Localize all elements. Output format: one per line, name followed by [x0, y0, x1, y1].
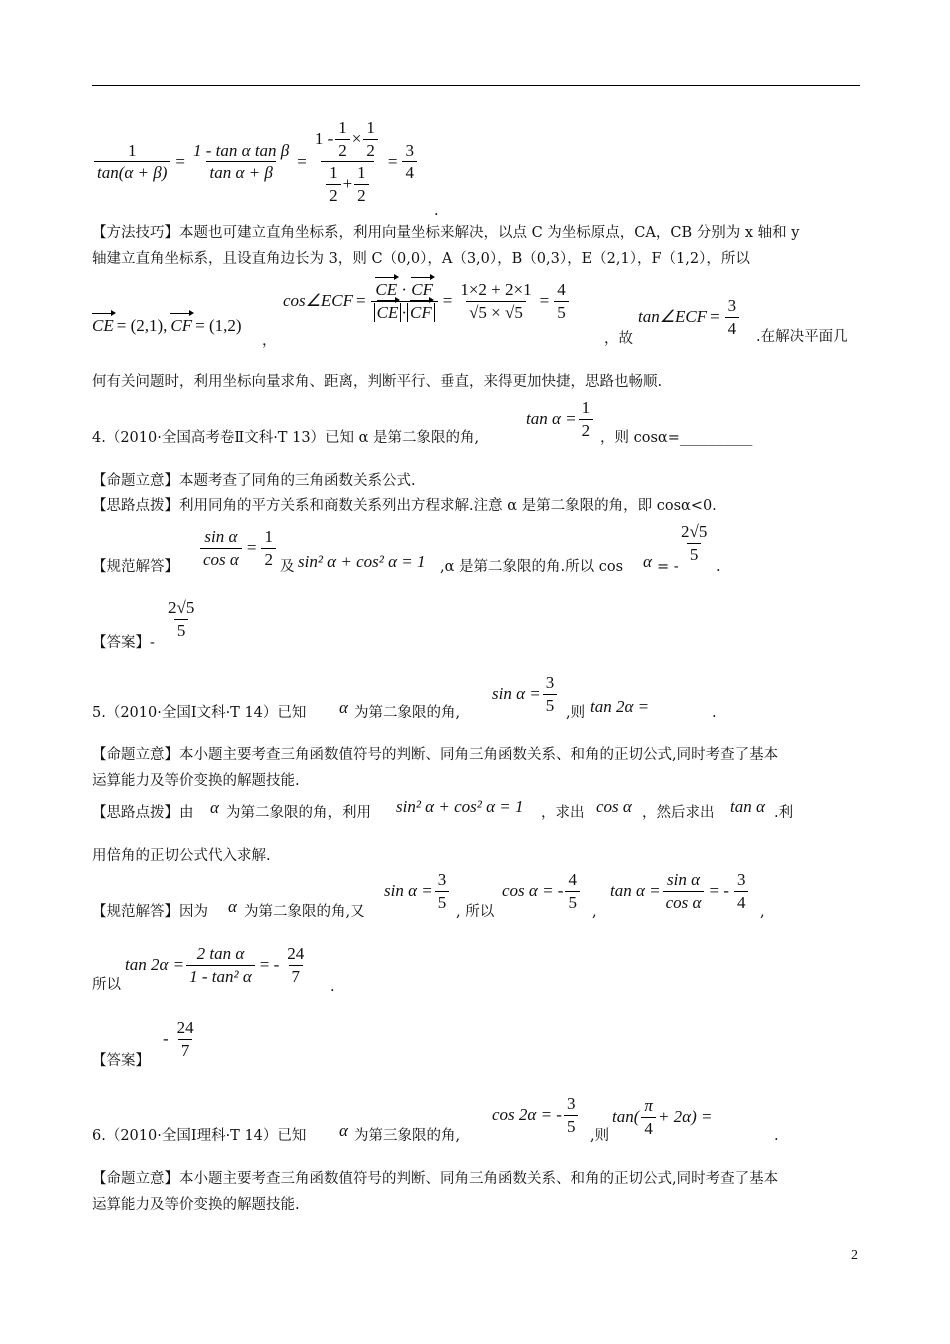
fraction: $\frac{4}{5}$ [565, 870, 580, 912]
q5-hint-b: 为第二象限的角，利用 [226, 805, 371, 821]
fraction: $\frac{CE \cdot CF}{CE \cdot CF}$ [371, 280, 438, 322]
q5-tan2-formula: tan 2α = $\frac{\text{2 tan α}}{\text{1 - tan² α}}$ = - $\frac{24}{7}$ [125, 944, 309, 986]
fraction: $\frac{24}{7}$ [287, 944, 305, 986]
q5-comma: , [592, 904, 597, 920]
q5-end: . [712, 705, 717, 721]
q6-intent-1: 【命题立意】本小题主要考查三角函数值符号的判断、同角三角函数关系、和角的正切公式,同时考查了基本 [92, 1171, 779, 1187]
fraction: 1 - $\frac{1}{2}$ × $\frac{1}{2}$ $\frac{1}{2}$ + $\frac{1}{2}$ [312, 118, 383, 205]
q5-solution-b: 为第二象限的角,又 [244, 904, 365, 920]
fraction: $\frac{\text{sin α}}{\text{cos α}}$ [200, 527, 242, 569]
q5-alpha: α [339, 698, 348, 717]
cos-ecf-formula: cos∠ECF = $\frac{CE \cdot CF}{CE \cdot CF}$ = $\frac{1\times 2 + 2\times 1}{√5 \times √5}$ = $\frac{4}{5}$ [283, 280, 571, 322]
method-line-4: 何有关问题时，利用坐标向量求角、距离，判断平行、垂直，来得更加快捷，思路也畅顺. [92, 374, 663, 390]
q5-sol-sin: sin α = $\frac{3}{5}$ [384, 870, 451, 912]
q4-result-sign: = - [657, 559, 679, 575]
q4-tan-expr: tan α = $\frac{1}{2}$ [526, 398, 595, 440]
q4-and: 及 [280, 559, 295, 575]
q5-intent-2: 运算能力及等价变换的解题技能. [92, 773, 300, 789]
fraction: $\frac{3}{5}$ [435, 870, 450, 912]
q4-answer-label: 【答案】- [92, 635, 155, 651]
q5-stem-2: 为第二象限的角, [354, 705, 461, 721]
q5-hint-c: ，求出 [541, 805, 585, 821]
q5-hint-tan: tan α [730, 797, 765, 816]
page-number: 2 [851, 1248, 858, 1263]
fraction: $\frac{3}{5}$ [543, 673, 558, 715]
q6-alpha: α [339, 1121, 348, 1140]
vector-values: CE = (2,1), CF = (1,2) [92, 316, 242, 335]
fraction: $\frac{1\times 2 + 2\times 1}{√5 \times √5}$ [460, 280, 532, 322]
period: . [434, 203, 439, 219]
vector-ce: CE [92, 316, 114, 335]
vector-cf: CF [170, 316, 193, 335]
fraction: $\frac{\pi}{4}$ [641, 1096, 656, 1138]
q5-sol-alpha: α [228, 897, 237, 916]
q5-hint-d: ，然后求出 [642, 805, 715, 821]
fraction: $\frac{\text{2 tan α}}{\text{1 - tan² α}}$ [186, 944, 255, 986]
q4-end: . [716, 559, 721, 575]
method-line-1: 【方法技巧】本题也可建立直角坐标系，利用向量坐标来解决，以点 C 为坐标原点，CA，CB 分别为 x 轴和 y [92, 225, 800, 241]
q4-tail: ，则 cosα=__________ [600, 430, 753, 446]
q6-end: . [774, 1128, 779, 1144]
q5-hint-identity: sin² α + cos² α = 1 [396, 797, 524, 816]
fraction: $\frac{3}{5}$ [564, 1094, 579, 1136]
q4-hint: 【思路点拨】利用同角的平方关系和商数关系列出方程求解.注意 α 是第二象限的角，即 cosα<0. [92, 498, 717, 514]
q5-tan2: tan 2α = [590, 697, 650, 716]
q6-cos-expr: cos 2α = - $\frac{3}{5}$ [492, 1094, 580, 1136]
q5-stem: 5.（2010·全国Ⅰ文科·T 14）已知 [92, 705, 307, 721]
q6-stem-2: 为第三象限的角, [354, 1128, 461, 1144]
q5-tail: ,则 [566, 705, 586, 721]
q5-hint-cos: cos α [596, 797, 632, 816]
q5-so-label: 所以 [92, 977, 121, 993]
q5-hint-e: .利 [774, 805, 794, 821]
q5-solution-c: , 所以 [456, 904, 495, 920]
q6-tail: ,则 [590, 1128, 610, 1144]
q5-so-end: . [330, 979, 335, 995]
fraction: $\frac{\text{sin α}}{\text{cos α}}$ [663, 870, 705, 912]
q4-stem: 4.（2010·全国高考卷Ⅱ文科·T 13）已知 α 是第二象限的角, [92, 430, 480, 446]
q4-alpha: α [643, 552, 652, 571]
fraction: $\frac{1}{2}$ [261, 527, 276, 569]
q5-answer-label: 【答案】 [92, 1053, 150, 1069]
q4-identity: sin² α + cos² α = 1 [298, 552, 426, 571]
q5-hint-a: 【思路点拨】由 [92, 805, 194, 821]
fraction: $\frac{2√5}{5}$ [681, 522, 708, 564]
method-tail: .在解决平面几 [756, 329, 848, 345]
q5-comma-2: , [760, 904, 765, 920]
so-text: ，故 [604, 331, 633, 347]
q5-intent-1: 【命题立意】本小题主要考查三角函数值符号的判断、同角三角函数关系、和角的正切公式,同时考查了基本 [92, 747, 779, 763]
header-rule [92, 85, 860, 86]
comma: ， [262, 333, 277, 349]
q6-intent-2: 运算能力及等价变换的解题技能. [92, 1197, 300, 1213]
fraction: $\frac{24}{7}$ [176, 1018, 194, 1060]
q4-solution-frac: $\frac{\text{sin α}}{\text{cos α}}$ = $\frac{1}{2}$ [198, 527, 278, 569]
fraction: $\frac{4}{5}$ [554, 280, 569, 322]
q6-tan-expr: tan( $\frac{\pi}{4}$ + 2α) = [612, 1096, 713, 1138]
q5-sol-cos: cos α = - $\frac{4}{5}$ [502, 870, 582, 912]
fraction: $\frac{3}{4}$ [725, 296, 740, 338]
q5-hint-alpha: α [210, 798, 219, 817]
q4-answer [163, 598, 199, 640]
fraction: $\frac{\text{1 - tan α tan β}}{\text{tan α + β}}$ [193, 140, 290, 183]
fraction: $\frac{3}{4}$ [402, 141, 417, 183]
method-line-2: 轴建立直角坐标系，且设直角边长为 3，则 C（0,0），A（3,0），B（0,3），E（2,1），F（1,2），所以 [92, 251, 750, 267]
q5-hint-2: 用倍角的正切公式代入求解. [92, 848, 271, 864]
q4-intent: 【命题立意】本题考查了同角的三角函数关系公式. [92, 473, 416, 489]
fraction: $\frac{1}{2}$ [579, 398, 594, 440]
q5-solution-a: 【规范解答】因为 [92, 904, 208, 920]
q4-solution-mid: ,α 是第二象限的角.所以 cos [440, 559, 624, 575]
q5-answer: - $\frac{24}{7}$ [160, 1018, 199, 1060]
q4-solution-label: 【规范解答】 [92, 559, 179, 575]
tan-ecf-formula: tan∠ECF = $\frac{3}{4}$ [638, 296, 741, 338]
q6-stem: 6.（2010·全国Ⅰ理科·T 14）已知 [92, 1128, 307, 1144]
q5-sin-expr: sin α = $\frac{3}{5}$ [492, 673, 559, 715]
fraction: $\frac{2√5}{5}$ [168, 598, 195, 640]
q5-sol-tan: tan α = $\frac{\text{sin α}}{\text{cos α}}$ = - $\frac{3}{4}$ [610, 870, 750, 912]
top-formula: $\frac{1}{\tan(\alpha + \beta)}$ = $\frac{\text{1 - tan α tan β}}{\text{tan α + β}}$ = 1 - $\frac{1}{2}$ × $\frac{1}{2}$ $\frac{1}{2}$ + $\frac{1}{2}$ = $\frac{3}{4}$ [92, 118, 419, 205]
q4-result [676, 522, 712, 564]
fraction: $\frac{3}{4}$ [734, 870, 749, 912]
fraction: $\frac{1}{\tan(\alpha + \beta)}$ [94, 141, 170, 183]
